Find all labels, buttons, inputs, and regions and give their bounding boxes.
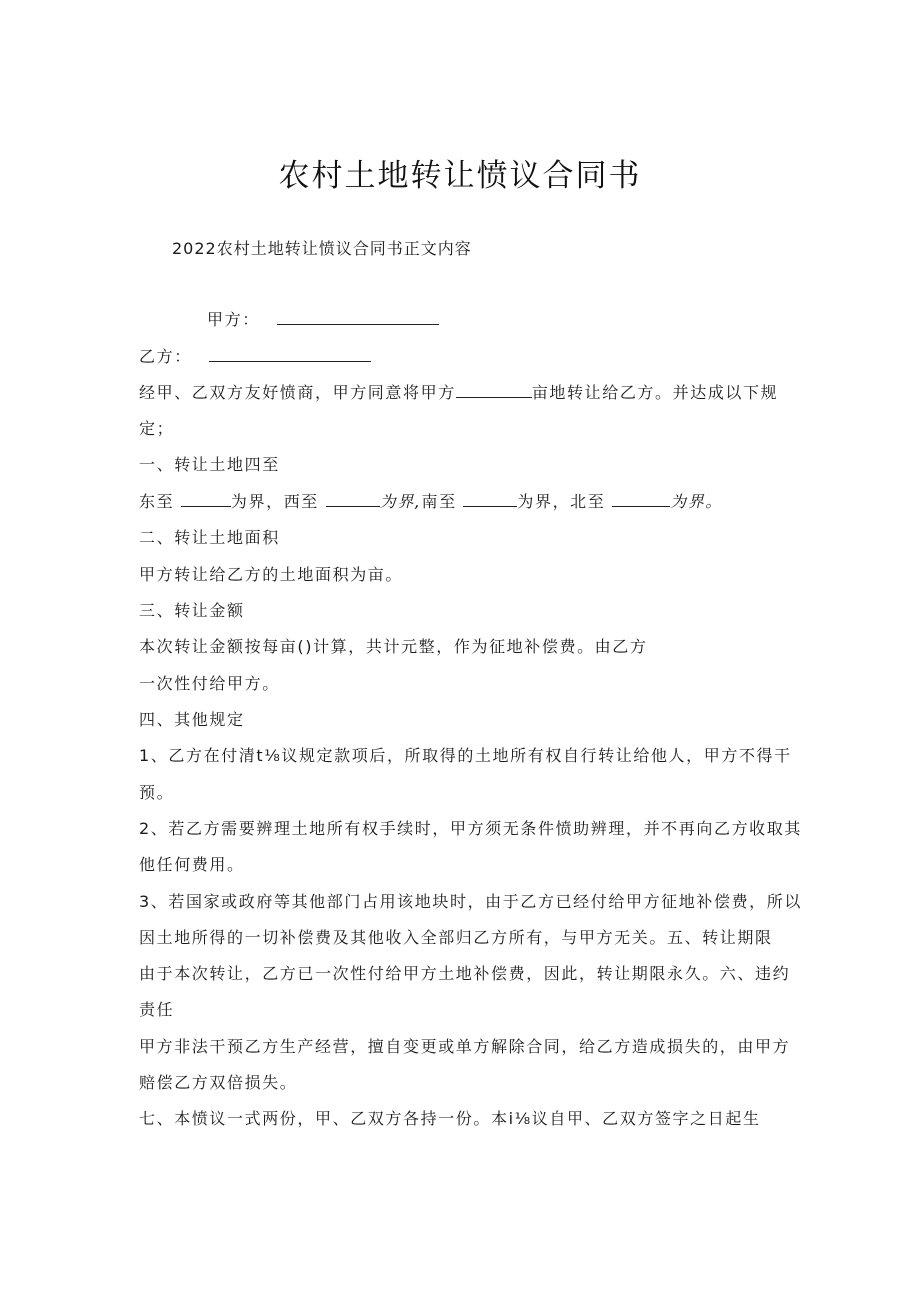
boundary-mark-4: 为界。 — [670, 492, 723, 511]
section-4-heading: 四、其他规定 — [139, 710, 245, 729]
south-blank — [463, 492, 517, 507]
boundary-east-label: 东至 — [139, 492, 175, 511]
document-subtitle: 2022农村土地转让愤议合同书正文内容 — [172, 239, 472, 258]
section-3-body-1: 本次转让金额按每亩()计算，共计元整，作为征地补偿费。由乙方 — [139, 637, 648, 656]
party-b-label: 乙方： — [139, 347, 192, 366]
section-7-body-1: 七、本愤议一式两份，甲、乙双方各持一份。本i⅛议自甲、乙双方签字之日起生 — [139, 1109, 761, 1128]
north-blank — [612, 492, 670, 507]
boundary-south-label: 南至 — [421, 492, 457, 511]
party-a-label: 甲方： — [207, 310, 260, 329]
party-b-blank — [209, 347, 371, 362]
party-a-blank — [277, 310, 439, 325]
section-6-body-1: 甲方非法干预乙方生产经营，擅自变更或单方解除合同，给乙方造成损失的，由甲方 — [139, 1037, 791, 1056]
intro-line-1 — [139, 380, 778, 403]
section-3-body-2: 一次性付给甲方。 — [139, 674, 280, 693]
party-b-line — [139, 344, 371, 367]
item-1-line-1: 1、乙方在付清t⅛议规定款项后，所取得的土地所有权自行转让给他人，甲方不得干 — [139, 746, 792, 765]
boundary-line — [139, 489, 723, 512]
item-3-line-2: 因土地所得的一切补偿费及其他收入全部归乙方所有，与甲方无关。五、转让期限 — [139, 928, 773, 947]
section-2-heading: 二、转让土地面积 — [139, 528, 280, 547]
item-2-line-1: 2、若乙方需要辨理土地所有权手续时，甲方须无条件愤助辨理，并不再向乙方收取其 — [139, 819, 802, 838]
section-1-heading: 一、转让土地四至 — [139, 455, 280, 474]
boundary-mark-2: 为界, — [379, 492, 422, 511]
item-1-line-2: 预。 — [139, 783, 175, 802]
intro-text-a: 经甲、乙双方友好愤商，甲方同意将甲方 — [139, 383, 456, 402]
document-title: 农村土地转让愤议合同书 — [278, 158, 642, 194]
intro-text-b: 亩地转让给乙方。并达成以下规 — [531, 383, 779, 402]
party-a-line — [207, 307, 439, 330]
section-2-body: 甲方转让给乙方的土地面积为亩。 — [139, 565, 404, 584]
section-6-body-2: 赔偿乙方双倍损失。 — [139, 1073, 298, 1092]
boundary-north-label: 为界，北至 — [517, 492, 606, 511]
acreage-blank — [456, 383, 532, 398]
item-3-line-1: 3、若国家或政府等其他部门占用该地块时，由于乙方已经付给甲方征地补偿费，所以 — [139, 892, 802, 911]
west-blank — [326, 492, 380, 507]
item-2-line-2: 他任何费用。 — [139, 855, 245, 874]
item-3-line-4: 责任 — [139, 1000, 175, 1019]
east-blank — [181, 492, 231, 507]
section-3-heading: 三、转让金额 — [139, 601, 245, 620]
item-3-line-3: 由于本次转让，乙方已一次性付给甲方土地补偿费，因此，转让期限永久。六、违约 — [139, 964, 791, 983]
boundary-west-label: 为界，西至 — [230, 492, 319, 511]
intro-line-2: 定； — [139, 419, 175, 438]
